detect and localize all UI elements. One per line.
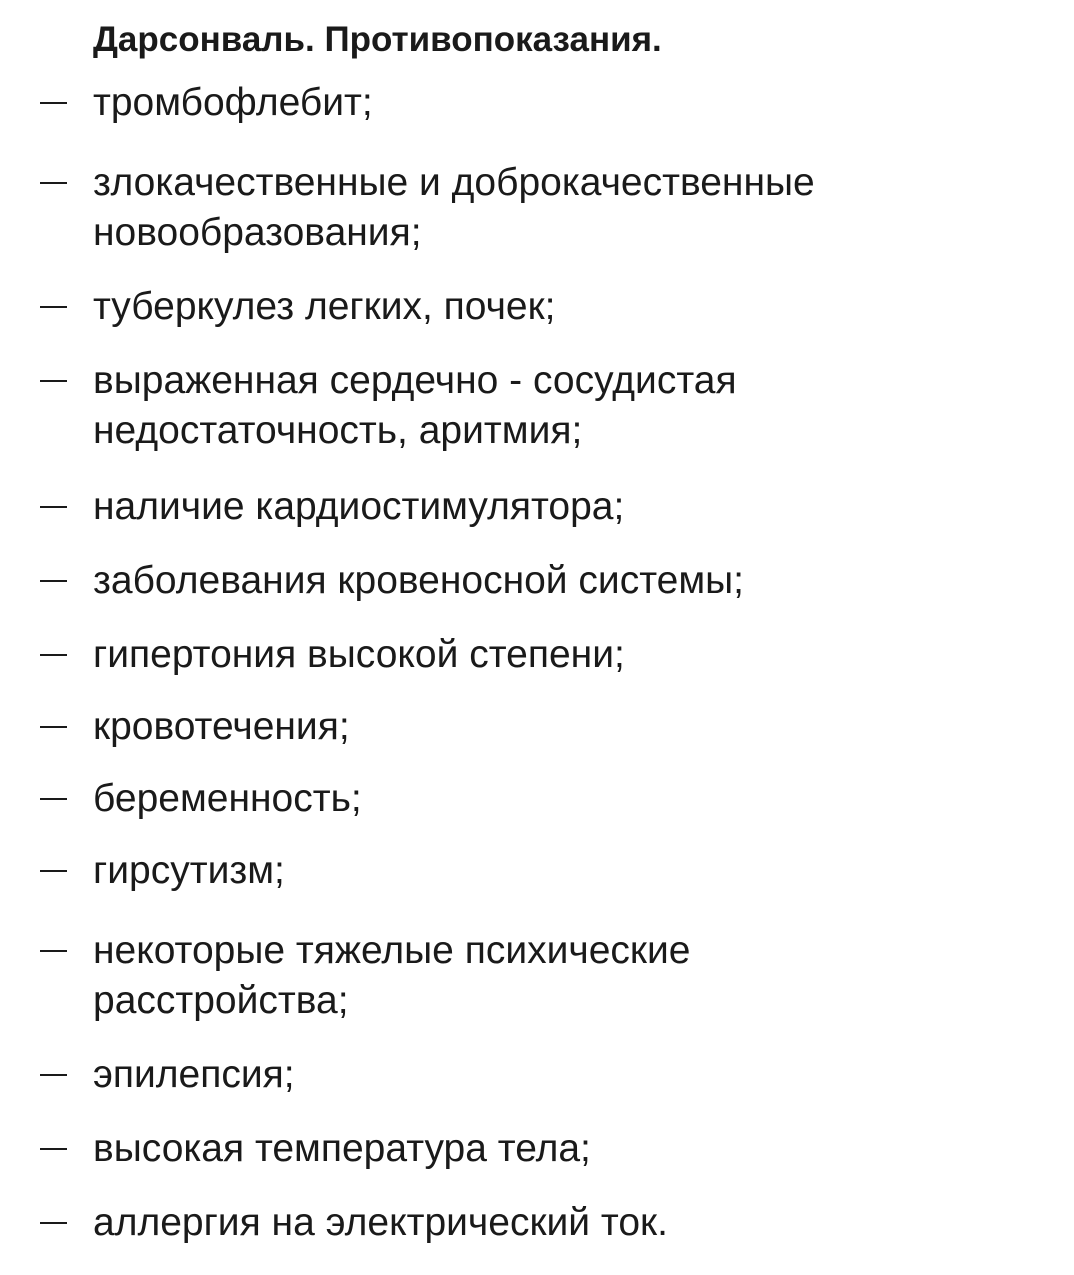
list-item-line: кровотечения; [93, 705, 350, 748]
list-item-text [93, 846, 1053, 896]
list-item-line: недостаточность, аритмия; [93, 409, 583, 452]
list-item-text [93, 482, 1053, 532]
dash-bullet-icon [40, 380, 67, 382]
dash-bullet-icon [40, 306, 67, 308]
dash-bullet-icon [40, 950, 67, 952]
dash-bullet-icon [40, 798, 67, 800]
dash-bullet-icon [40, 726, 67, 728]
document-title: Дарсонваль. Противопоказания. [93, 20, 662, 59]
list-item-line: туберкулез легких, почек; [93, 285, 556, 328]
list-item-text [93, 158, 1053, 258]
dash-bullet-icon [40, 1222, 67, 1224]
list-item-text [93, 702, 1053, 752]
list-item-line: новообразования; [93, 211, 422, 254]
dash-bullet-icon [40, 870, 67, 872]
dash-bullet-icon [40, 506, 67, 508]
list-item-line: некоторые тяжелые психические [93, 929, 691, 972]
dash-bullet-icon [40, 102, 67, 104]
dash-bullet-icon [40, 1148, 67, 1150]
list-item-line: гипертония высокой степени; [93, 633, 625, 676]
list-item-line: расстройства; [93, 979, 349, 1022]
dash-bullet-icon [40, 1074, 67, 1076]
list-item-text [93, 774, 1053, 824]
dash-bullet-icon [40, 182, 67, 184]
list-item-text [93, 1198, 1053, 1248]
list-item-text [93, 356, 1053, 456]
list-item-text [93, 630, 1053, 680]
list-item-text [93, 282, 1053, 332]
list-item-line: эпилепсия; [93, 1053, 295, 1096]
list-item-text [93, 1124, 1053, 1174]
dash-bullet-icon [40, 580, 67, 582]
list-item-text [93, 556, 1053, 606]
list-item-text [93, 78, 1053, 128]
list-item-line: заболевания кровеносной системы; [93, 559, 745, 602]
list-item-line: злокачественные и доброкачественные [93, 161, 815, 204]
list-item-text [93, 1050, 1053, 1100]
list-item-line: аллергия на электрический ток. [93, 1201, 668, 1244]
list-item-line: тромбофлебит; [93, 81, 373, 124]
list-item-text [93, 926, 1053, 1026]
dash-bullet-icon [40, 654, 67, 656]
list-item-line: наличие кардиостимулятора; [93, 485, 625, 528]
list-item-line: беременность; [93, 777, 362, 820]
list-item-line: выраженная сердечно - сосудистая [93, 359, 737, 402]
list-item-line: гирсутизм; [93, 849, 285, 892]
list-item-line: высокая температура тела; [93, 1127, 591, 1170]
